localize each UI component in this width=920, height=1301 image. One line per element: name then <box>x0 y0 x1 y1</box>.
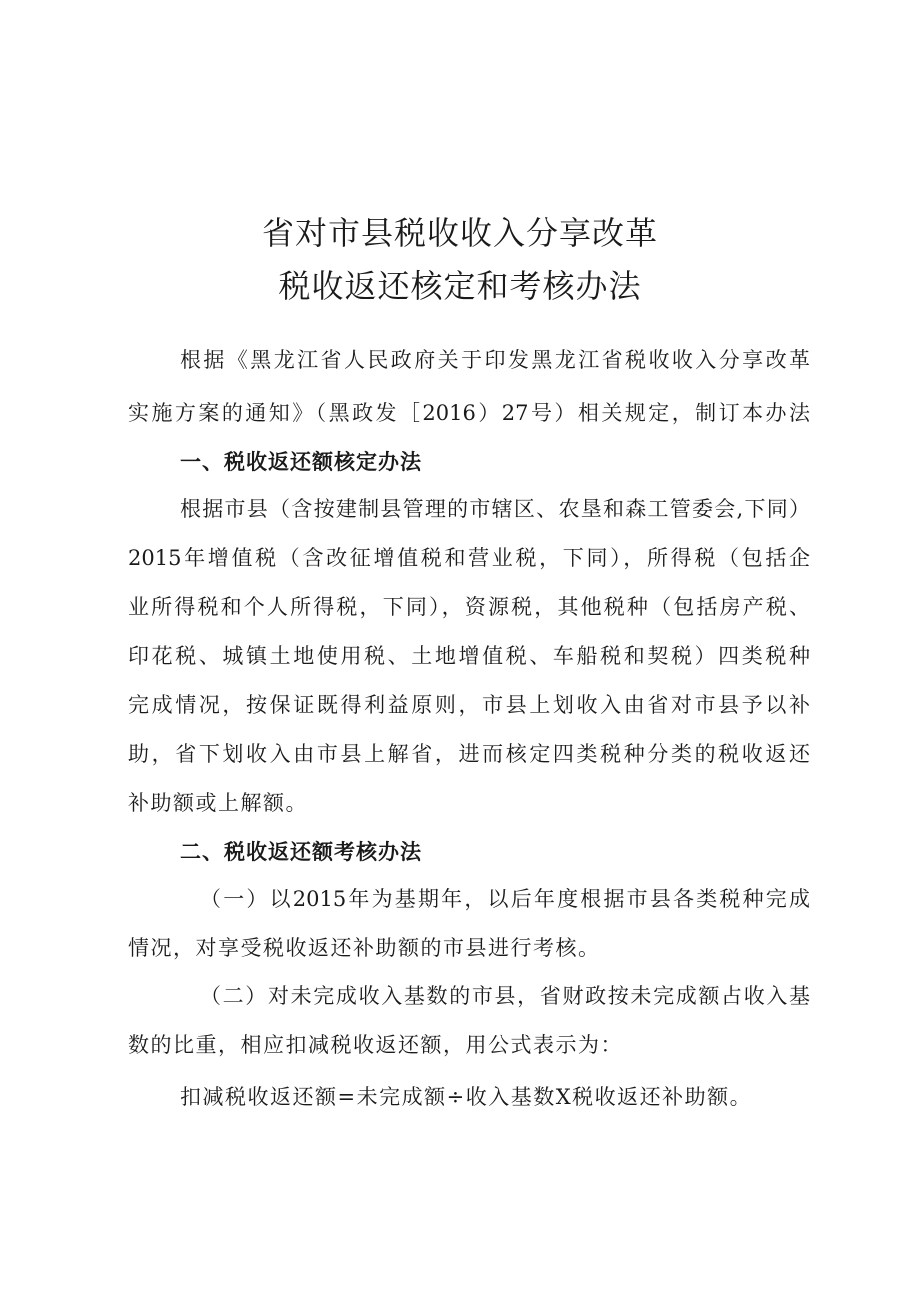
section1-line-2: 2015年增值税（含改征增值税和营业税，下同），所得税（包括企 <box>128 546 810 570</box>
formula-line: 扣减税收返还额=未完成额÷收入基数X税收返还补助额。 <box>180 1085 753 1109</box>
section1-line-1: 根据市县（含按建制县管理的市辖区、农垦和森工管委会,下同） <box>180 497 810 521</box>
section2-heading: 二、税收返还额考核办法 <box>180 840 422 864</box>
section1-heading: 一、税收返还额核定办法 <box>180 450 422 474</box>
section1-line-4: 印花税、城镇土地使用税、土地增值税、车船税和契税）四类税种 <box>128 644 810 668</box>
section2-item1-line-2: 情况，对享受税收返还补助额的市县进行考核。 <box>128 936 601 960</box>
section1-line-6: 助，省下划收入由市县上解省，进而核定四类税种分类的税收返还 <box>128 742 810 766</box>
intro-line-2: 实施方案的通知》（黑政发［2016）27号）相关规定，制订本办法 <box>128 401 810 425</box>
section1-line-5: 完成情况，按保证既得利益原则，市县上划收入由省对市县予以补 <box>128 693 810 717</box>
section2-item2-line-2: 数的比重，相应扣减税收返还额，用公式表示为： <box>128 1033 623 1057</box>
section2-item2-line-1: （二）对未完成收入基数的市县，省财政按未完成额占收入基 <box>200 984 810 1008</box>
document-title-line2: 税收返还核定和考核办法 <box>278 267 642 305</box>
document-title-line1: 省对市县税收收入分享改革 <box>261 214 658 252</box>
intro-line-1: 根据《黑龙江省人民政府关于印发黑龙江省税收收入分享改革 <box>180 348 810 372</box>
section2-item1-line-1: （一）以2015年为基期年，以后年度根据市县各类税种完成 <box>200 887 810 911</box>
section1-line-7: 补助额或上解额。 <box>128 791 308 815</box>
section1-line-3: 业所得税和个人所得税，下同），资源税，其他税种（包括房产税、 <box>128 595 810 619</box>
